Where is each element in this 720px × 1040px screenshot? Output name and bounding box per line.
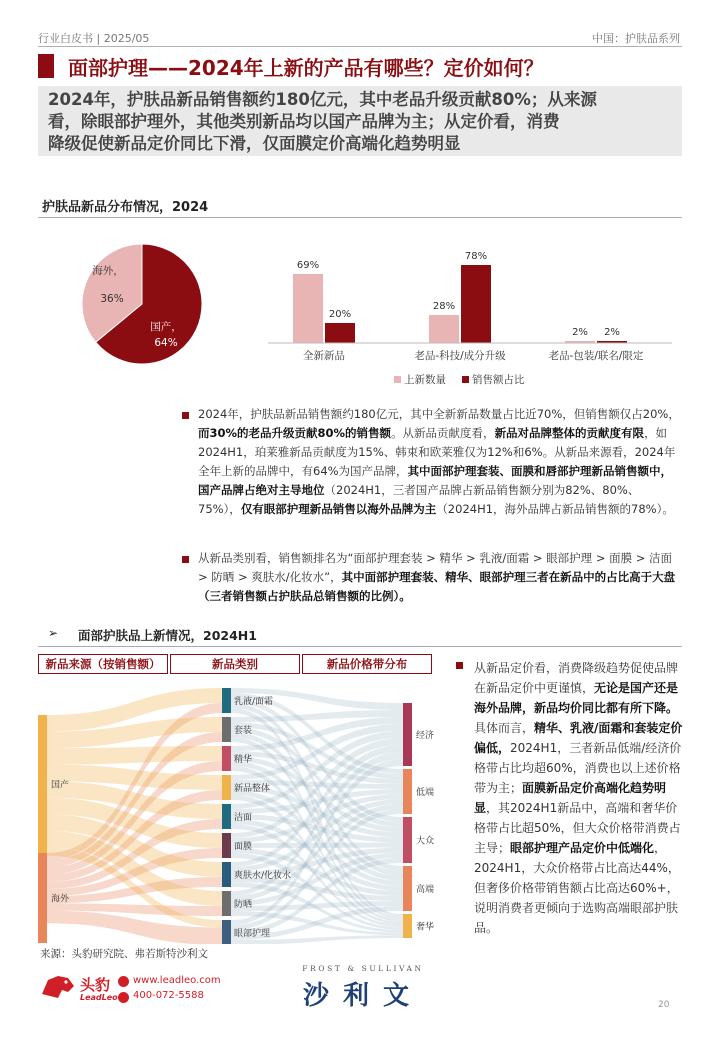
- sankey-category-node: [222, 688, 231, 713]
- pie-label-overseas: 海外，: [92, 265, 124, 277]
- sankey-source-node: [38, 715, 47, 853]
- sankey-category-node: [222, 717, 231, 742]
- bar-data-label: 2%: [572, 327, 588, 338]
- sankey-price-node: [403, 769, 412, 814]
- sankey-price-node-label: 奢华: [416, 922, 435, 933]
- bar-data-label: 20%: [328, 309, 352, 320]
- sankey-source-node-label: 海外: [51, 894, 70, 905]
- bullet-marker: [456, 662, 463, 669]
- pie-value-overseas: 36%: [100, 293, 124, 305]
- bar: [461, 265, 491, 343]
- frost-sullivan-en: FROST & SULLIVAN: [302, 964, 424, 973]
- sankey-price-node-label: 低端: [416, 788, 435, 798]
- section-title-distribution: 护肤品新品分布情况，2024: [42, 200, 209, 215]
- sankey-price-node: [403, 817, 412, 863]
- sankey-category-node-label: 乳液/面霜: [234, 697, 274, 707]
- header-right: 中国：护肤品系列: [592, 32, 680, 45]
- legend-swatch-count: [394, 376, 401, 383]
- legend-label-sales: 销售额占比: [472, 374, 525, 386]
- sankey-category-node: [222, 746, 231, 771]
- legend-label-count: 上新数量: [404, 374, 446, 386]
- sankey-header-category: 新品类别: [170, 654, 300, 674]
- sankey-source-node-label: 国产: [51, 780, 70, 791]
- bar-category-label: 老品-科技/成分升级: [414, 350, 506, 362]
- leadleo-brand-cn: 头豹: [80, 976, 111, 994]
- bar: [293, 274, 323, 343]
- sankey-category-node-label: 套装: [234, 726, 253, 736]
- bullet-marker: [182, 556, 189, 563]
- bar: [429, 315, 459, 343]
- frost-sullivan-cn: 沙利文: [302, 981, 423, 1011]
- pie-label-domestic: 国产，: [150, 321, 182, 333]
- bar-data-label: 69%: [296, 260, 320, 271]
- bullet-paragraph-1: 2024年，护肤品新品销售额约180亿元，其中全新新品数量占比近70%，但销售额仅占20%，而30%的老品升级贡献80%的销售额。从新品贡献度看，新品对品牌整体的贡献度有限，如2024H1，珀莱雅新品贡献度为15%、韩束和欧莱雅仅为12%和6%。从新品来源看，2024年全年上新的品牌中，有64%为国产品牌，其中面部护理套装、面膜和唇部护理新品销售额中，国产品牌占绝对主导地位（2024H1，三者国产品牌占新品销售额分别为82%、80%、75%），仅有眼部护理新品销售以海外品牌为主（2024H1，海外品牌占新品销售额的78%）。: [198, 407, 680, 516]
- sankey-price-node: [403, 914, 412, 938]
- sankey-price-node-label: 高端: [416, 885, 435, 895]
- sankey-category-node-label: 爽肤水/化妆水: [234, 871, 292, 881]
- source-note: 来源：头豹研究院、弗若斯特沙利文: [40, 948, 208, 960]
- leadleo-logo-icon: [38, 972, 78, 1002]
- section-divider: [38, 217, 682, 218]
- sankey-category-node: [222, 862, 231, 887]
- pie-chart: [70, 240, 220, 370]
- arrow-icon: ➢: [48, 626, 59, 640]
- sankey-source-node: [38, 853, 47, 943]
- bullet-paragraph-2: 从新品类别看，销售额排名为“面部护理套装 > 精华 > 乳液/面霜 > 眼部护理 > 面膜 > 洁面 > 防晒 > 爽肤水/化妆水”，其中面部护理套装、精华、眼部护理三者在新品中的占比高于大盘（三者销售额占护肤品总销售额的比例）。: [198, 551, 676, 603]
- section-title-launch: 面部护肤品上新情况，2024H1: [78, 628, 257, 643]
- summary-box: [38, 86, 682, 156]
- leadleo-brand-en: LeadLeo: [80, 993, 118, 1002]
- sankey-price-node: [403, 703, 412, 766]
- summary-line: 2024年，护肤品新品销售额约180亿元，其中老品升级贡献80%；从来源: [48, 90, 597, 109]
- bar-data-label: 2%: [604, 327, 620, 338]
- bullet-marker: [182, 412, 189, 419]
- sankey-category-node-label: 防晒: [234, 900, 253, 910]
- sankey-price-node-label: 大众: [416, 836, 435, 847]
- sankey-category-node: [222, 920, 231, 944]
- sankey-category-node: [222, 775, 231, 800]
- bar: [325, 323, 355, 343]
- sankey-header-source: 新品来源（按销售额）: [38, 654, 168, 674]
- bar-chart: [260, 235, 680, 395]
- phone-number: 400-072-5588: [133, 990, 204, 1001]
- sankey-category-node-label: 新品整体: [234, 784, 271, 794]
- phone-icon: [118, 992, 129, 1003]
- bar-category-label: 全新新品: [303, 350, 345, 362]
- sankey-flow: [47, 746, 222, 765]
- sankey-price-node: [403, 866, 412, 911]
- bar-data-label: 28%: [432, 301, 456, 312]
- sankey-category-node-label: 面膜: [234, 842, 253, 852]
- sankey-price-node-label: 经济: [416, 731, 435, 741]
- pie-value-domestic: 64%: [154, 337, 178, 349]
- web-icon: [118, 976, 129, 987]
- page-title: 面部护理——2024年上新的产品有哪些？定价如何？: [68, 56, 544, 80]
- sankey-diagram: [38, 680, 448, 944]
- bar-data-label: 78%: [464, 251, 488, 262]
- section-divider: [38, 646, 682, 647]
- sankey-category-node-label: 眼部护理: [234, 929, 271, 939]
- summary-line: 看，除眼部护理外，其他类别新品均以国产品牌为主；从定价看，消费: [48, 112, 560, 131]
- header-divider: [38, 46, 682, 47]
- sankey-category-node: [222, 891, 231, 916]
- title-marker: [38, 54, 54, 78]
- sankey-header-price: 新品价格带分布: [302, 654, 432, 674]
- sankey-category-node-label: 洁面: [234, 813, 253, 823]
- page-number: 20: [658, 1000, 670, 1010]
- sankey-category-node-label: 精华: [234, 755, 253, 765]
- pricing-paragraph: 从新品定价看，消费降级趋势促使品牌在新品定价中更谨慎，无论是国产还是海外品牌，新品均价同比都有所下降。具体而言，精华、乳液/面霜和套装定价偏低，2024H1，三者新品低端/经济价格带占比均超60%，消费也以上述价格带为主；面膜新品定价高端化趋势明显，其2024H1新品中，高端和奢华价格带占比超50%，但大众价格带消费占主导；眼部护理产品定价中低端化，2024H1，大众价格带占比高达44%，但奢侈价格带销售额占比高达60%+，说明消费者更倾向于选购高端眼部护肤品。: [474, 661, 683, 935]
- sankey-category-node: [222, 833, 231, 858]
- summary-line: 降级促使新品定价同比下滑，仅面膜定价高端化趋势明显: [48, 134, 461, 153]
- sankey-category-node: [222, 804, 231, 829]
- bar-category-label: 老品-包装/联名/限定: [548, 350, 644, 362]
- legend-swatch-sales: [462, 376, 469, 383]
- header-left: 行业白皮书 | 2025/05: [38, 32, 150, 45]
- website-link[interactable]: www.leadleo.com: [133, 975, 221, 986]
